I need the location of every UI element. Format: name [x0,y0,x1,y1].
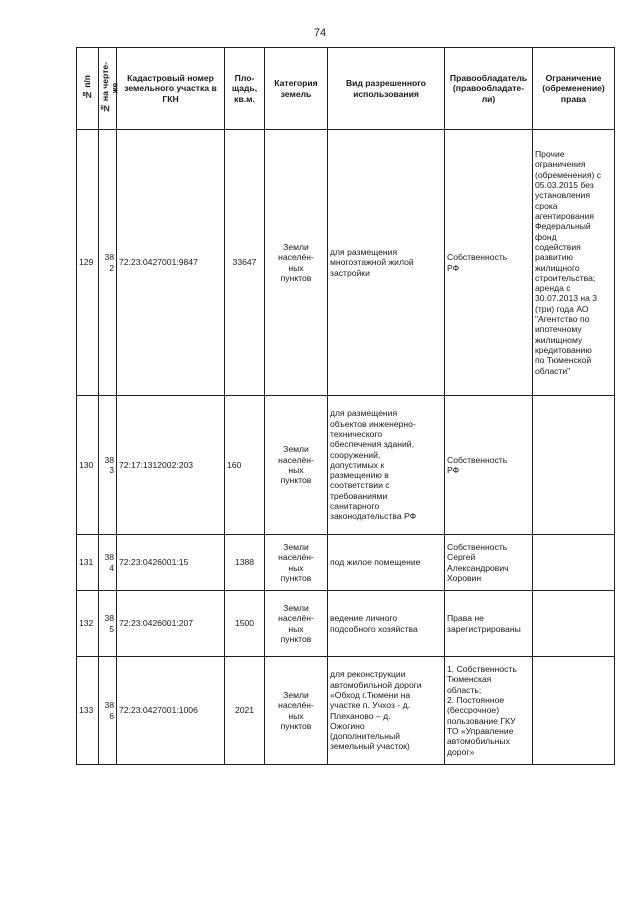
table-header-row [77,48,615,130]
table-row [77,130,615,396]
cell-num: 130 [77,396,99,535]
cell-owner: Собственность РФ [445,130,533,396]
cell-land-category: Земли населён- ных пунктов [265,396,328,535]
header-permitted-use: Вид разрешенного использования [328,48,445,130]
cell-drawing-number: 386 [99,657,117,765]
cell-cadastral-number: 72:23:0426001:207 [117,591,225,657]
cell-num: 132 [77,591,99,657]
header-owner: Правообладатель (правообладате- ли) [445,48,533,130]
cell-land-category: Земли населён- ных пунктов [265,535,328,591]
cell-permitted-use: для размещения многоэтажной жилой застройки [328,130,445,396]
cell-permitted-use: ведение личного подсобного хозяйства [328,591,445,657]
cell-land-category: Земли населён- ных пунктов [265,657,328,765]
cell-cadastral-number: 72:23:0427001:1006 [117,657,225,765]
cell-cadastral-number: 72:23:0427001:9847 [117,130,225,396]
cell-restriction [533,396,615,535]
cell-area: 2021 [225,657,265,765]
cell-cadastral-number: 72:23:0426001:15 [117,535,225,591]
cell-owner: Собственность Сергей Александрович Хоровин [445,535,533,591]
cell-land-category: Земли населён- ных пунктов [265,591,328,657]
cell-permitted-use: для размещения объектов инженерно- технического обеспечения зданий, сооружений, допустимых к размещению в соответствии с требованиями санитарного законодательства РФ [328,396,445,535]
header-restriction: Ограничение (обременение) права [533,48,615,130]
header-drawing-number: № на черте- же [99,48,117,130]
cell-cadastral-number: 72:17:1312002:203 [117,396,225,535]
table-row [77,657,615,765]
header-num: № п/п [77,48,99,130]
cell-area: 33647 [225,130,265,396]
cell-area: 1500 [225,591,265,657]
cell-area: 160 [225,396,265,535]
table-row [77,591,615,657]
cell-drawing-number: 382 [99,130,117,396]
cell-area: 1388 [225,535,265,591]
cell-permitted-use: для реконструкции автомобильной дороги «Обход г.Тюмени на участке п. Учхоз - д. Плеханово – д. Ожогино (дополнительный земельный участок) [328,657,445,765]
cell-num: 129 [77,130,99,396]
cell-restriction [533,591,615,657]
page-number: 74 [313,27,327,39]
land-plots-table [76,47,615,765]
cell-restriction [533,657,615,765]
cell-drawing-number: 385 [99,591,117,657]
header-cadastral-number: Кадастровый номер земельного участка в ГКН [117,48,225,130]
cell-num: 133 [77,657,99,765]
cell-drawing-number: 383 [99,396,117,535]
table-row [77,396,615,535]
cell-permitted-use: под жилое помещение [328,535,445,591]
header-area: Пло- щадь, кв.м. [225,48,265,130]
cell-owner: Собственность РФ [445,396,533,535]
cell-drawing-number: 384 [99,535,117,591]
cell-land-category: Земли населён- ных пунктов [265,130,328,396]
cell-restriction: Прочие ограничения (обременения) с 05.03.2015 без установления срока агентирования Федеральный фонд содействия развитию жилищного строительства; аренда с 30.07.2013 на 3 (три) года АО "Агентство по ипотечному жилищному кредитованию по Тюменской области" [533,130,615,396]
cell-restriction [533,535,615,591]
table-row [77,535,615,591]
cell-owner: 1. Собственность Тюменская область; 2. Постоянное (бессрочное) пользование ГКУ ТО «Управление автомобильных дорог» [445,657,533,765]
cell-num: 131 [77,535,99,591]
cell-owner: Права не зарегистрированы [445,591,533,657]
header-land-category: Категория земель [265,48,328,130]
